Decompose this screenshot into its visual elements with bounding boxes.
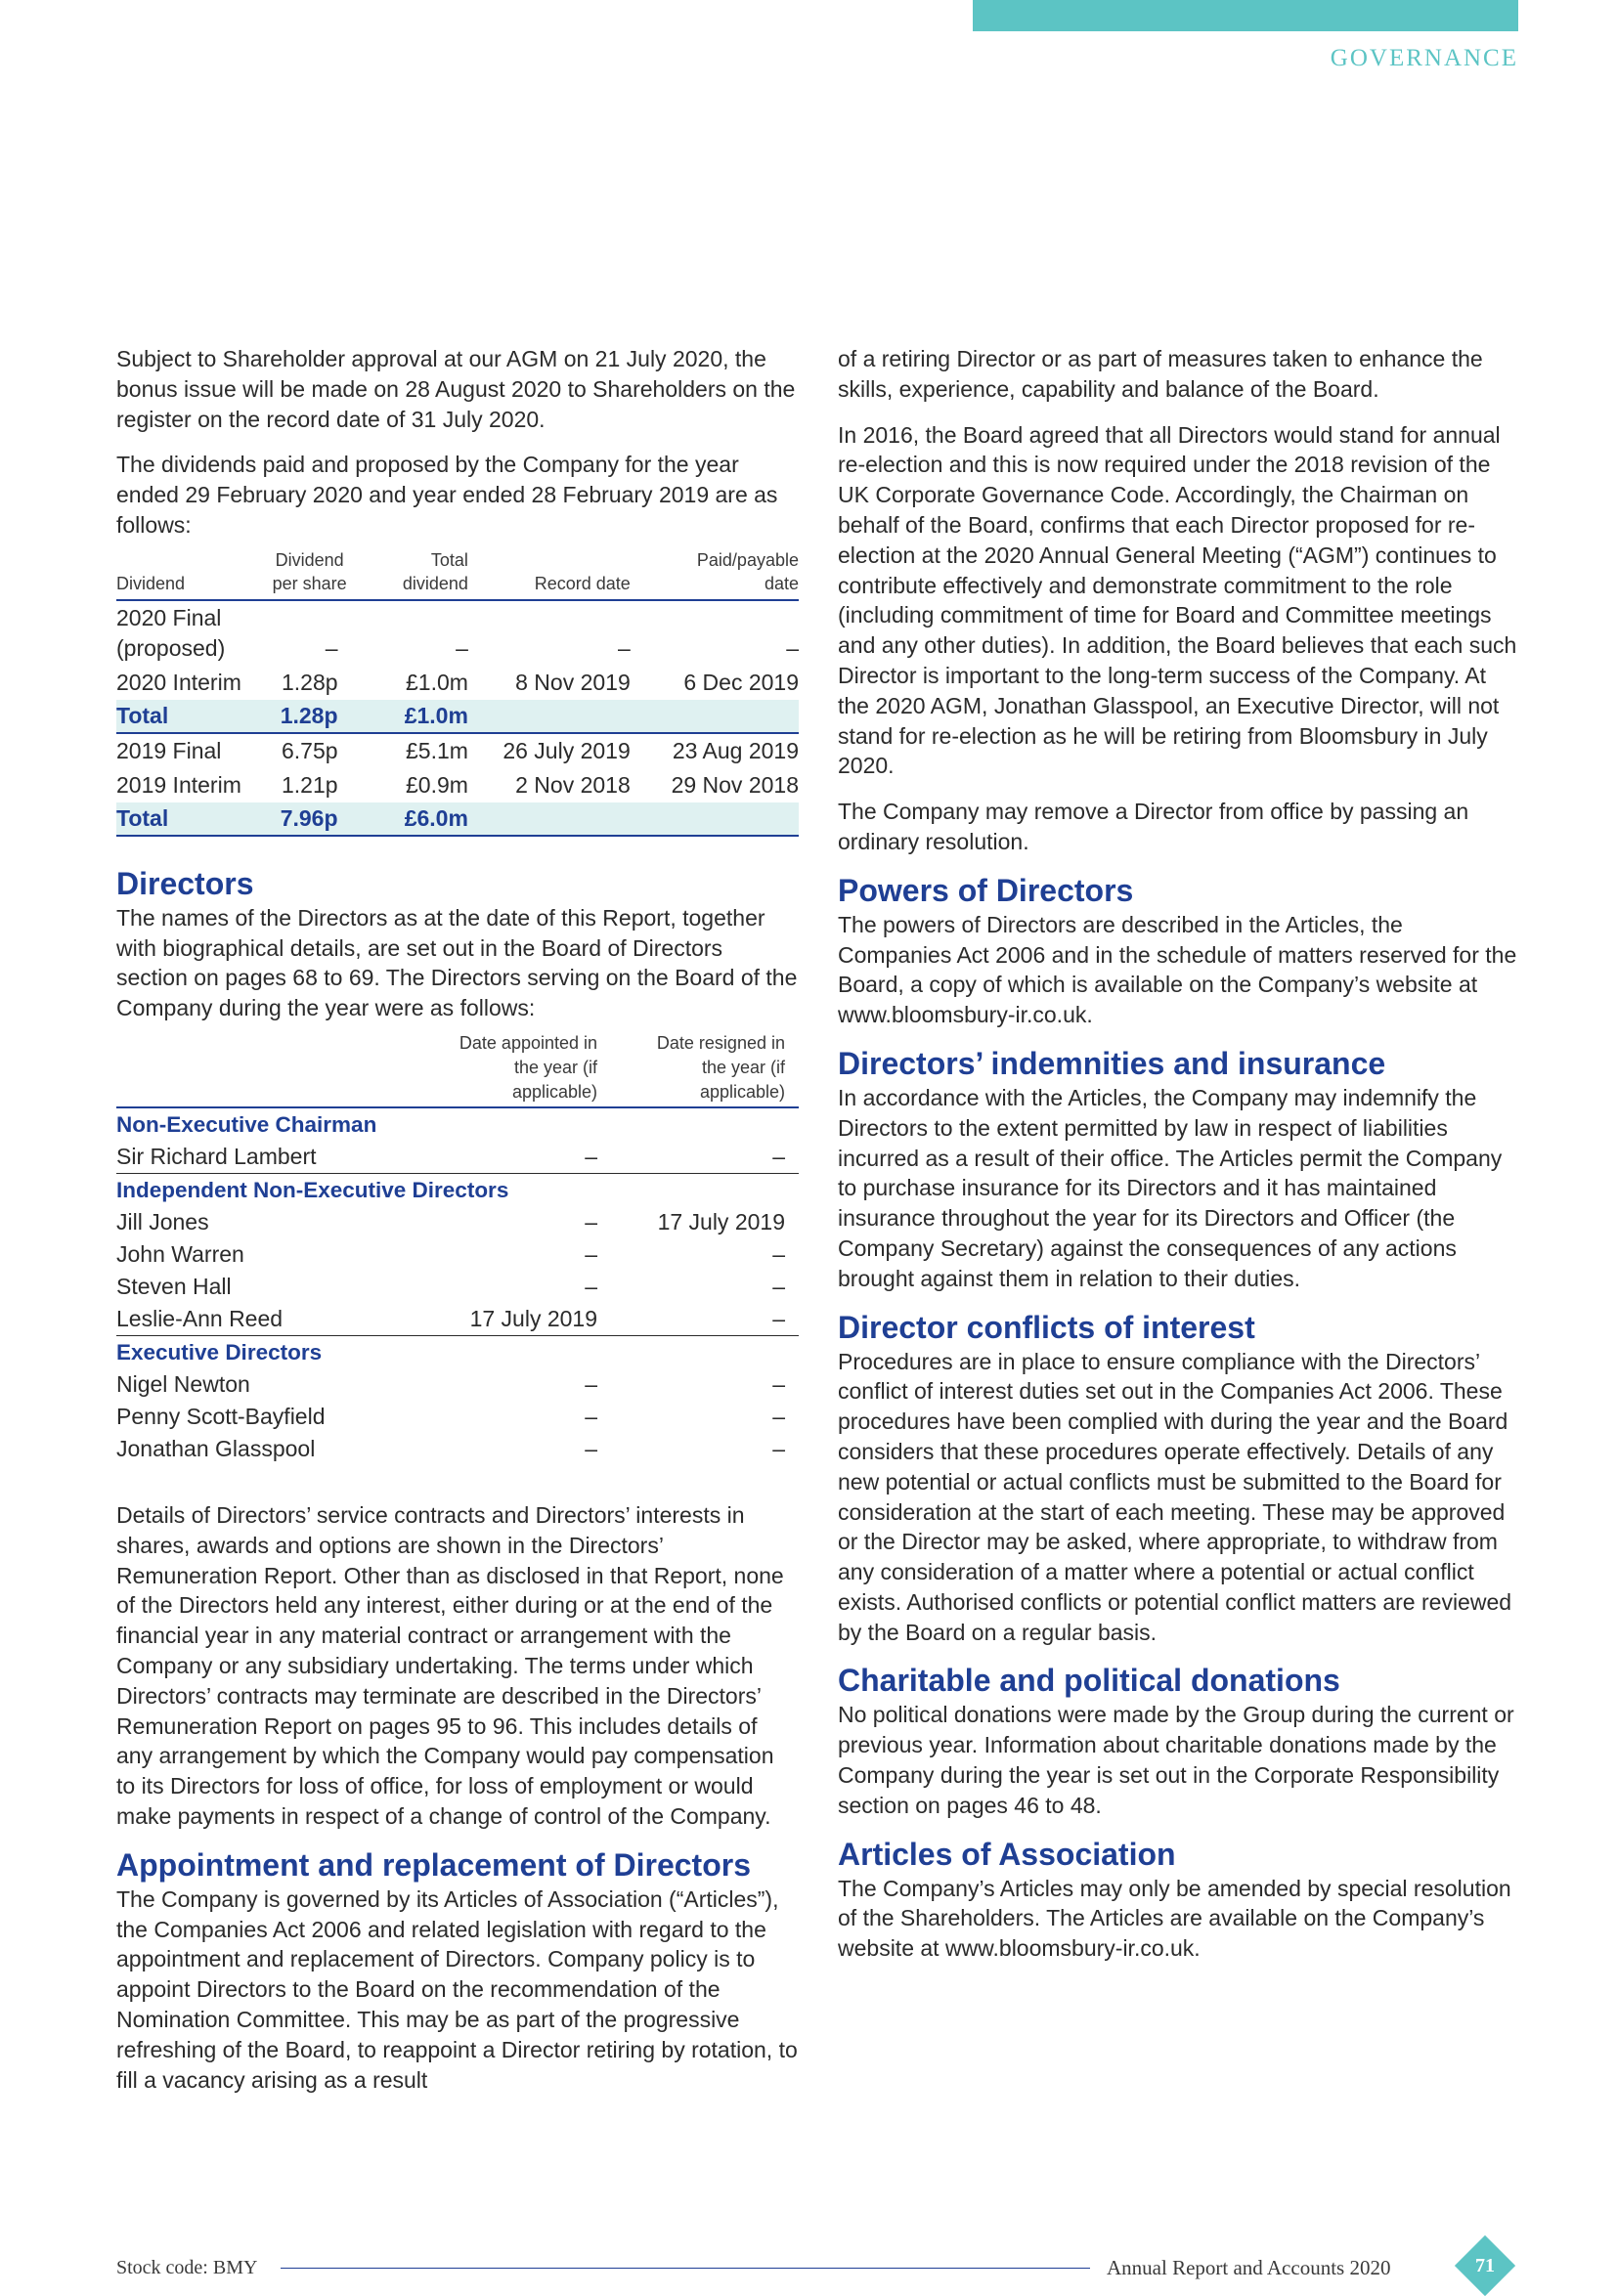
- dividend-row: [116, 600, 799, 666]
- director-name: Jill Jones: [116, 1208, 209, 1235]
- col-dividend: Dividend: [116, 548, 266, 600]
- director-group-row: [116, 1173, 799, 1206]
- dividend-cell: 7.96p: [266, 802, 354, 836]
- dividend-cell: 1.28p: [281, 669, 338, 695]
- page-number: 71: [1475, 2255, 1495, 2276]
- re-election-paragraph: In 2016, the Board agreed that all Directors would stand for annual re-election and this is now required under the 2018 revision of the UK Corporate Governance Code. Accordingly, the Chairman on behalf of the Board, confirms that each Director proposed for re-election at the 2020 Annual General Meeting (“AGM”) continues to contribute effectively and demonstrate commitment to the role (including commitment of time for Board and Committee meetings and any other duties). In addition, the Board believes that each such Director is important to the long-term success of the Company. At the 2020 AGM, Jonathan Glasspool, an Executive Director, will not stand for re-election as he will be retiring from Bloomsbury in July 2020.: [838, 421, 1517, 779]
- dividend-table: [116, 548, 799, 837]
- dividend-cell: £5.1m: [405, 737, 468, 763]
- director-name: Steven Hall: [116, 1273, 232, 1299]
- director-date: 17 July 2019: [657, 1208, 785, 1235]
- director-date: –: [772, 1273, 785, 1299]
- director-date: –: [585, 1370, 598, 1397]
- dividend-total-row: [116, 802, 799, 836]
- dividend-cell: –: [617, 634, 631, 661]
- dividend-cell: 29 Nov 2018: [671, 771, 799, 798]
- dividend-cell: 6 Dec 2019: [683, 669, 799, 695]
- dividend-cell: 2 Nov 2018: [515, 771, 631, 798]
- director-date: –: [772, 1435, 785, 1461]
- director-date: –: [603, 1141, 799, 1174]
- col-total-dividend: Total dividend: [354, 548, 468, 600]
- col-per-share: Dividend per share: [266, 548, 354, 600]
- director-date: 17 July 2019: [405, 1303, 603, 1336]
- dividend-cell: £1.0m: [354, 700, 468, 733]
- dividend-cell: 1.28p: [266, 700, 354, 733]
- dividend-cell: 26 July 2019: [503, 737, 631, 763]
- director-name: Jonathan Glasspool: [116, 1435, 316, 1461]
- footer-rule: [281, 2268, 1090, 2269]
- top-accent-bar: [973, 0, 1518, 31]
- powers-paragraph: The powers of Directors are described in the Articles, the Companies Act 2006 and in the schedule of matters reserved for the Board, a copy of which is available on the Company’s website at www.bloomsbury-ir.co.uk.: [838, 911, 1517, 1028]
- dividend-cell: 2020 Final (proposed): [116, 604, 226, 661]
- director-row: [116, 1141, 799, 1174]
- donations-heading: Charitable and political donations: [838, 1663, 1340, 1699]
- appointment-heading: Appointment and replacement of Directors: [116, 1846, 751, 1883]
- report-title: Annual Report and Accounts 2020: [1107, 2256, 1391, 2279]
- director-row: [116, 1433, 799, 1465]
- director-row: [116, 1271, 799, 1303]
- dividend-cell: Total: [116, 802, 266, 836]
- director-name: John Warren: [116, 1240, 244, 1267]
- donations-paragraph: No political donations were made by the Group during the current or previous year. Information about charitable donations made by the Company during the year is set out in the Corporate Responsibility section on pages 46 to 48.: [838, 1702, 1514, 1818]
- dividend-cell: [631, 802, 799, 836]
- dividend-total-row: [116, 700, 799, 733]
- director-row: [116, 1368, 799, 1401]
- col-date-appointed: [405, 1031, 603, 1107]
- articles-paragraph: The Company’s Articles may only be amended by special resolution of the Shareholders. The Articles are available on the Company’s website at www.bloomsbury-ir.co.uk.: [838, 1875, 1511, 1962]
- indemnities-paragraph: In accordance with the Articles, the Company may indemnify the Directors to the extent permitted by law in respect of liabilities incurred as a result of their office. The Articles permit the Company to purchase insurance for its Directors and it has maintained insurance throughout the year for its Directors and Officer (the Company Secretary) against the consequences of any actions brought against them in relation to their duties.: [838, 1084, 1503, 1291]
- directors-table: [116, 1031, 799, 1465]
- directors-table-body: [116, 1107, 799, 1465]
- articles-heading: Articles of Association: [838, 1836, 1176, 1872]
- right-column: [838, 344, 1522, 1979]
- dividend-cell: –: [456, 634, 468, 661]
- director-date: –: [772, 1370, 785, 1397]
- col-paid-date: Paid/payable date: [631, 548, 799, 600]
- dividend-cell: 8 Nov 2019: [515, 669, 631, 695]
- director-row: [116, 1401, 799, 1433]
- dividend-cell: [468, 802, 631, 836]
- conflicts-heading: Director conflicts of interest: [838, 1309, 1255, 1345]
- director-date: –: [772, 1240, 785, 1267]
- left-column: [116, 344, 799, 2110]
- director-name: Penny Scott-Bayfield: [116, 1403, 326, 1429]
- director-group-label: Independent Non-Executive Directors: [116, 1177, 509, 1202]
- retiring-director-paragraph: of a retiring Director or as part of measures taken to enhance the skills, experience, capability and balance of the Board.: [838, 346, 1483, 402]
- dividend-table-body: [116, 600, 799, 836]
- director-group-row: [116, 1107, 799, 1141]
- dividend-cell: 1.21p: [281, 771, 338, 798]
- dividend-cell: £1.0m: [405, 669, 468, 695]
- director-row: [116, 1303, 799, 1336]
- director-date: –: [405, 1141, 603, 1174]
- director-name: Nigel Newton: [116, 1370, 250, 1397]
- dividend-row: [116, 733, 799, 768]
- director-row: [116, 1206, 799, 1238]
- indemnities-heading: Directors’ indemnities and insurance: [838, 1045, 1386, 1081]
- page-number-badge: [1455, 2235, 1515, 2296]
- director-date: –: [585, 1208, 598, 1235]
- director-group-label: Executive Directors: [116, 1339, 323, 1365]
- dividend-cell: 2020 Interim: [116, 669, 241, 695]
- director-date: –: [585, 1273, 598, 1299]
- dividend-cell: 2019 Interim: [116, 771, 241, 798]
- dividend-table-header: [116, 548, 799, 600]
- removal-paragraph: The Company may remove a Director from office by passing an ordinary resolution.: [838, 799, 1469, 854]
- col-date-resigned-label: Date resigned in the year (if applicable): [656, 1032, 785, 1102]
- director-group-label: Non-Executive Chairman: [116, 1111, 377, 1137]
- dividend-cell: –: [786, 634, 799, 661]
- col-director-name: [116, 1031, 405, 1107]
- directors-table-header: [116, 1031, 799, 1107]
- director-date: –: [585, 1240, 598, 1267]
- dividend-cell: £0.9m: [405, 771, 468, 798]
- directors-paragraph: The names of the Directors as at the date of this Report, together with biographical details, are set out in the Board of Directors section on pages 68 to 69. The Directors serving on the Board of the Company during the year were as follows:: [116, 904, 798, 1021]
- director-name: Sir Richard Lambert: [116, 1141, 405, 1174]
- appointment-paragraph: The Company is governed by its Articles of Association (“Articles”), the Companies Act 2006 and related legislation with regard to the appointment and replacement of Directors. Company policy is to appoint Directors to the Board on the recommendation of the Nomination Committee. This may be as part of the progressive refreshing of the Board, to reappoint a Director retiring by rotation, to fill a vacancy arising as a result: [116, 1885, 798, 2093]
- dividend-cell: –: [325, 634, 338, 661]
- dividend-cell: 2019 Final: [116, 737, 222, 763]
- dividend-cell: [468, 700, 631, 733]
- col-record-date: Record date: [468, 548, 631, 600]
- conflicts-paragraph: Procedures are in place to ensure compliance with the Directors’ conflict of interest duties set out in the Companies Act 2006. These procedures have been complied with during the year and the Board considers that these procedures operate effectively. Details of any new potential or actual conflicts must be submitted to the Board for consideration at the start of each meeting. These may be approved or the Director may be asked, where appropriate, to withdraw from any consideration of a matter where a potential or actual conflict exists. Authorised conflicts or potential conflict matters are reviewed by the Board on a regular basis.: [838, 1348, 1512, 1645]
- director-group-row: [116, 1335, 799, 1368]
- col-date-appointed-label: Date appointed in the year (if applicable): [459, 1032, 598, 1102]
- dividend-row: [116, 666, 799, 700]
- bonus-issue-paragraph: Subject to Shareholder approval at our AGM on 21 July 2020, the bonus issue will be made on 28 August 2020 to Shareholders on the register on the record date of 31 July 2020.: [116, 346, 796, 432]
- section-label: GOVERNANCE: [1330, 45, 1518, 71]
- dividend-cell: 6.75p: [281, 737, 338, 763]
- dividend-cell: Total: [116, 700, 266, 733]
- stock-code: Stock code: BMY: [116, 2257, 258, 2278]
- director-date: –: [585, 1435, 598, 1461]
- dividend-cell: [631, 700, 799, 733]
- director-date: –: [585, 1403, 598, 1429]
- dividend-row: [116, 768, 799, 802]
- dividend-cell: £6.0m: [354, 802, 468, 836]
- dividend-cell: 23 Aug 2019: [672, 737, 799, 763]
- powers-heading: Powers of Directors: [838, 872, 1134, 908]
- director-date: –: [772, 1403, 785, 1429]
- director-date: –: [603, 1303, 799, 1336]
- director-name: Leslie-Ann Reed: [116, 1303, 405, 1336]
- director-row: [116, 1238, 799, 1271]
- service-contracts-paragraph: Details of Directors’ service contracts and Directors’ interests in shares, awards and options are shown in the Directors’ Remuneration Report. Other than as disclosed in that Report, none of the Directors held any interest, either during or at the end of the financial year in any material contract or arrangement with the Company or any subsidiary undertaking. The terms under which Directors’ contracts may terminate are described in the Directors’ Remuneration Report on pages 95 to 96. This includes details of any arrangement by which the Company would pay compensation to its Directors for loss of office, for loss of employment or would make payments in respect of a change of control of the Company.: [116, 1501, 784, 1829]
- dividends-intro-paragraph: The dividends paid and proposed by the Company for the year ended 29 February 2020 and year ended 28 February 2019 are as follows:: [116, 452, 778, 538]
- directors-heading: Directors: [116, 865, 254, 901]
- col-date-resigned: [603, 1031, 799, 1107]
